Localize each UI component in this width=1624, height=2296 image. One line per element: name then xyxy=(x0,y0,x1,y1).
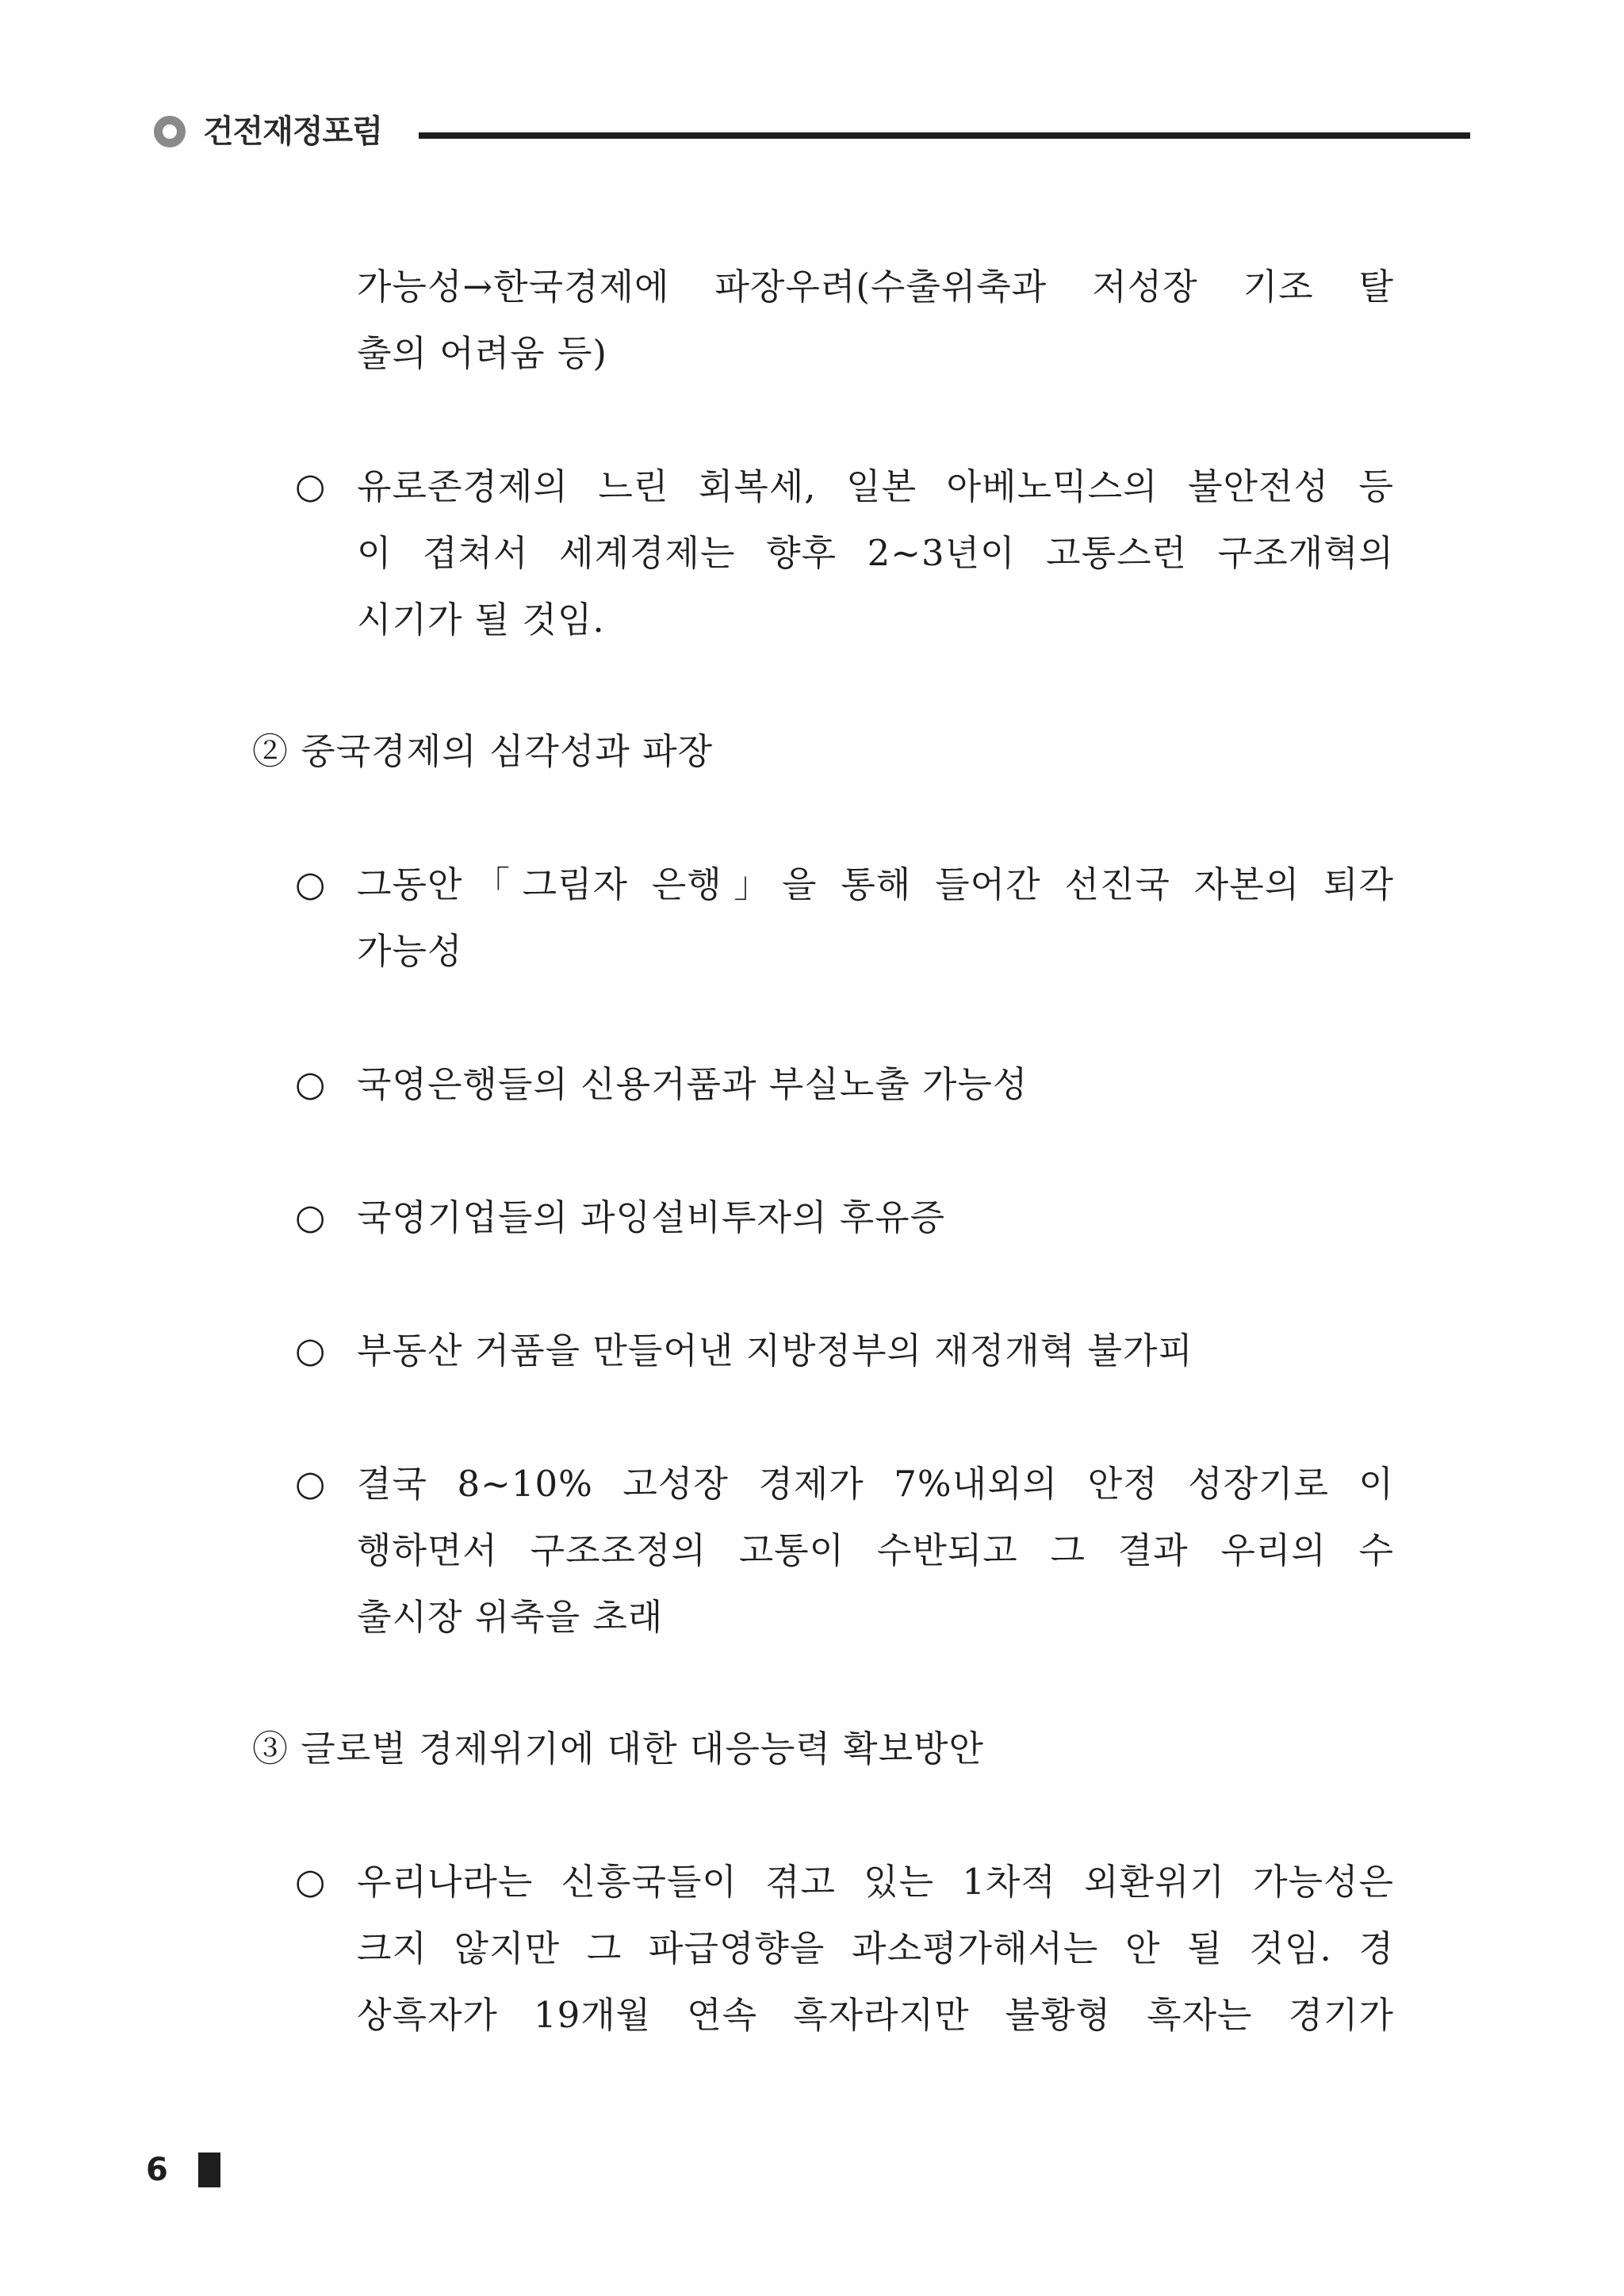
paragraph-line: 결국 8~10% 고성장 경제가 7%내외의 안정 성장기로 이 xyxy=(357,1463,1394,1505)
circle-bullet-icon: ○ xyxy=(295,1464,326,1504)
paragraph-line: 출시장 위축을 초래 xyxy=(357,1596,664,1638)
paragraph-line: 유로존경제의 느린 회복세, 일본 아베노믹스의 불안전성 등 xyxy=(357,465,1394,507)
circle-bullet-icon: ○ xyxy=(295,466,326,507)
paragraph-line: 가능성 xyxy=(357,930,463,972)
paragraph-line: 출의 어려움 등) xyxy=(357,332,607,374)
header-rule xyxy=(419,132,1470,139)
paragraph-line: 크지 않지만 그 파급영향을 과소평가해서는 안 될 것임. 경 xyxy=(357,1927,1394,1969)
paragraph-line: 부동산 거품을 만들어낸 지방정부의 재정개혁 불가피 xyxy=(357,1330,1193,1372)
paragraph-line: 그동안「그림자 은행」을 통해 들어간 선진국 자본의 퇴각 xyxy=(357,863,1394,905)
circle-logo-icon xyxy=(154,116,186,147)
circle-bullet-icon: ○ xyxy=(295,864,326,905)
section-heading: ② 중국경제의 심각성과 파장 xyxy=(252,730,714,772)
paragraph-line: 국영은행들의 신용거품과 부실노출 가능성 xyxy=(357,1063,1028,1105)
section-heading: ③ 글로벌 경제위기에 대한 대응능력 확보방안 xyxy=(252,1728,984,1770)
page-number: 6 xyxy=(146,2152,168,2188)
paragraph-line: 우리나라는 신흥국들이 겪고 있는 1차적 외환위기 가능성은 xyxy=(357,1861,1394,1903)
running-header xyxy=(154,111,1470,166)
circle-bullet-icon: ○ xyxy=(295,1064,326,1104)
paragraph-line: 행하면서 구조조정의 고통이 수반되고 그 결과 우리의 수 xyxy=(357,1529,1394,1571)
circle-bullet-icon: ○ xyxy=(295,1330,326,1371)
circle-bullet-icon: ○ xyxy=(295,1197,326,1238)
paragraph-line: 국영기업들의 과잉설비투자의 후유증 xyxy=(357,1196,946,1238)
paragraph-line: 시기가 될 것임. xyxy=(357,599,605,641)
header-title: 건전재정포럼 xyxy=(203,113,382,150)
circle-bullet-icon: ○ xyxy=(295,1862,326,1902)
paragraph-line: 이 겹쳐서 세계경제는 향후 2~3년이 고통스런 구조개혁의 xyxy=(357,532,1394,574)
paragraph-line: 가능성→한국경제에 파장우려(수출위축과 저성장 기조 탈 xyxy=(357,266,1394,308)
paragraph-line: 상흑자가 19개월 연속 흑자라지만 불황형 흑자는 경기가 xyxy=(357,1994,1394,2036)
page-marker-block xyxy=(198,2152,220,2187)
